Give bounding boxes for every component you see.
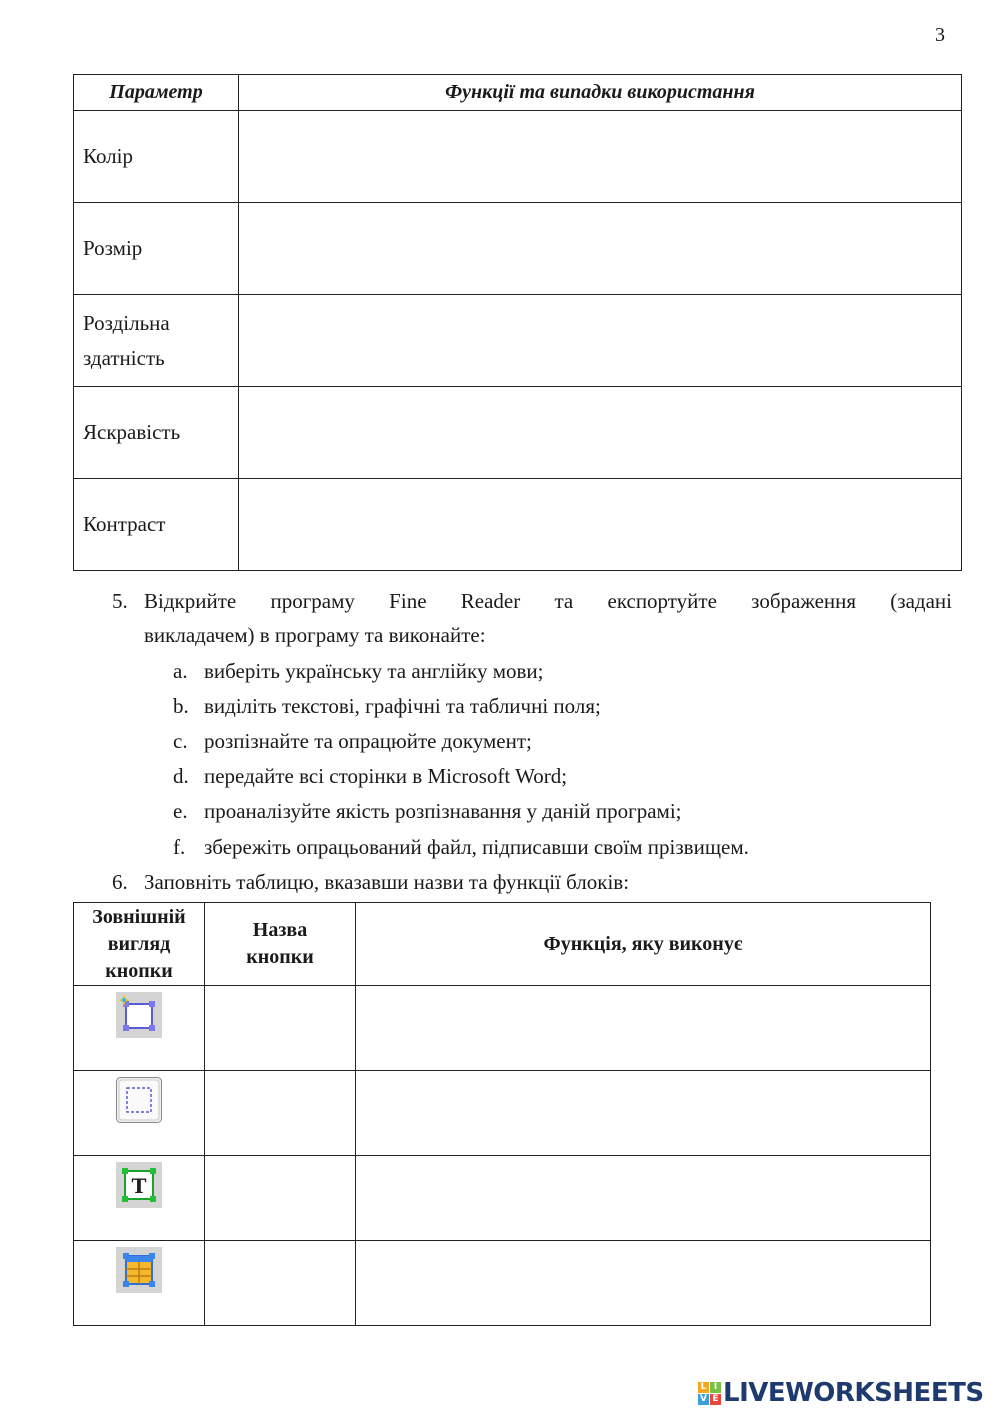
- function-cell[interactable]: [356, 1156, 931, 1241]
- new-area-icon: [116, 992, 162, 1038]
- task-6-text: Заповніть таблицю, вказавши назви та функції блоків:: [144, 870, 630, 894]
- table-row: [74, 295, 962, 387]
- name-cell[interactable]: [205, 1241, 356, 1326]
- list-item: a. виберіть українську та англійку мови;: [173, 659, 544, 683]
- table-row: [74, 1071, 931, 1156]
- function-cell[interactable]: [356, 986, 931, 1071]
- task-5-line-2: викладачем) в програму та виконайте:: [144, 623, 486, 647]
- list-item: f. збережіть опрацьований файл, підписавши своїм прізвищем.: [173, 835, 749, 859]
- icon-cell: [74, 1241, 205, 1326]
- header-function: Функція, яку виконує: [356, 903, 931, 986]
- answer-cell[interactable]: [239, 203, 962, 295]
- table-row: [74, 479, 962, 571]
- icon-cell: [74, 1156, 205, 1241]
- table-area-icon: [116, 1247, 162, 1293]
- task-5-line-1: Відкрийте програму Fine Reader та експортуйте зображення (задані: [144, 589, 952, 613]
- table-row: [74, 1241, 931, 1326]
- select-area-icon: [116, 1077, 162, 1123]
- task-6: [112, 865, 629, 899]
- function-cell[interactable]: [356, 1071, 931, 1156]
- parameters-table: [73, 74, 962, 571]
- param-cell: Контраст: [74, 479, 239, 571]
- header-appearance: Зовнішній вигляд кнопки: [74, 903, 205, 986]
- table-row: [74, 111, 962, 203]
- list-item: e. проаналізуйте якість розпізнавання у даній програмі;: [173, 799, 682, 823]
- task-5-number: 5.: [112, 589, 128, 613]
- header-parameter: Параметр: [74, 75, 239, 111]
- header-name: Назва кнопки: [205, 903, 356, 986]
- param-cell: Розмір: [74, 203, 239, 295]
- param-cell: Яскравість: [74, 387, 239, 479]
- table-row: [74, 203, 962, 295]
- live-logo-icon: L I V E: [698, 1382, 721, 1405]
- table-header-row: [74, 903, 931, 986]
- page-number: 3: [935, 24, 945, 46]
- answer-cell[interactable]: [239, 479, 962, 571]
- icon-cell: [74, 1071, 205, 1156]
- answer-cell[interactable]: [239, 111, 962, 203]
- list-item: b. виділіть текстові, графічні та табличні поля;: [173, 694, 601, 718]
- function-cell[interactable]: [356, 1241, 931, 1326]
- table-row: [74, 1156, 931, 1241]
- param-cell: Колір: [74, 111, 239, 203]
- answer-cell[interactable]: [239, 387, 962, 479]
- table-row: [74, 387, 962, 479]
- task-5: [112, 584, 962, 652]
- buttons-table: [73, 902, 931, 1326]
- table-header-row: [74, 75, 962, 111]
- list-item: d. передайте всі сторінки в Microsoft Word;: [173, 764, 568, 788]
- task-6-number: 6.: [112, 870, 128, 894]
- param-cell: Роздільна здатність: [74, 295, 239, 387]
- svg-text:T: T: [131, 1174, 147, 1198]
- name-cell[interactable]: [205, 1156, 356, 1241]
- liveworksheets-logo[interactable]: [698, 1378, 984, 1408]
- icon-cell: [74, 986, 205, 1071]
- text-area-icon: [116, 1162, 162, 1208]
- liveworksheets-wordmark: LIVEWORKSHEETS: [723, 1378, 984, 1408]
- name-cell[interactable]: [205, 986, 356, 1071]
- name-cell[interactable]: [205, 1071, 356, 1156]
- answer-cell[interactable]: [239, 295, 962, 387]
- header-functions: Функції та випадки використання: [239, 75, 962, 111]
- list-item: c. розпізнайте та опрацюйте документ;: [173, 729, 532, 753]
- table-row: [74, 986, 931, 1071]
